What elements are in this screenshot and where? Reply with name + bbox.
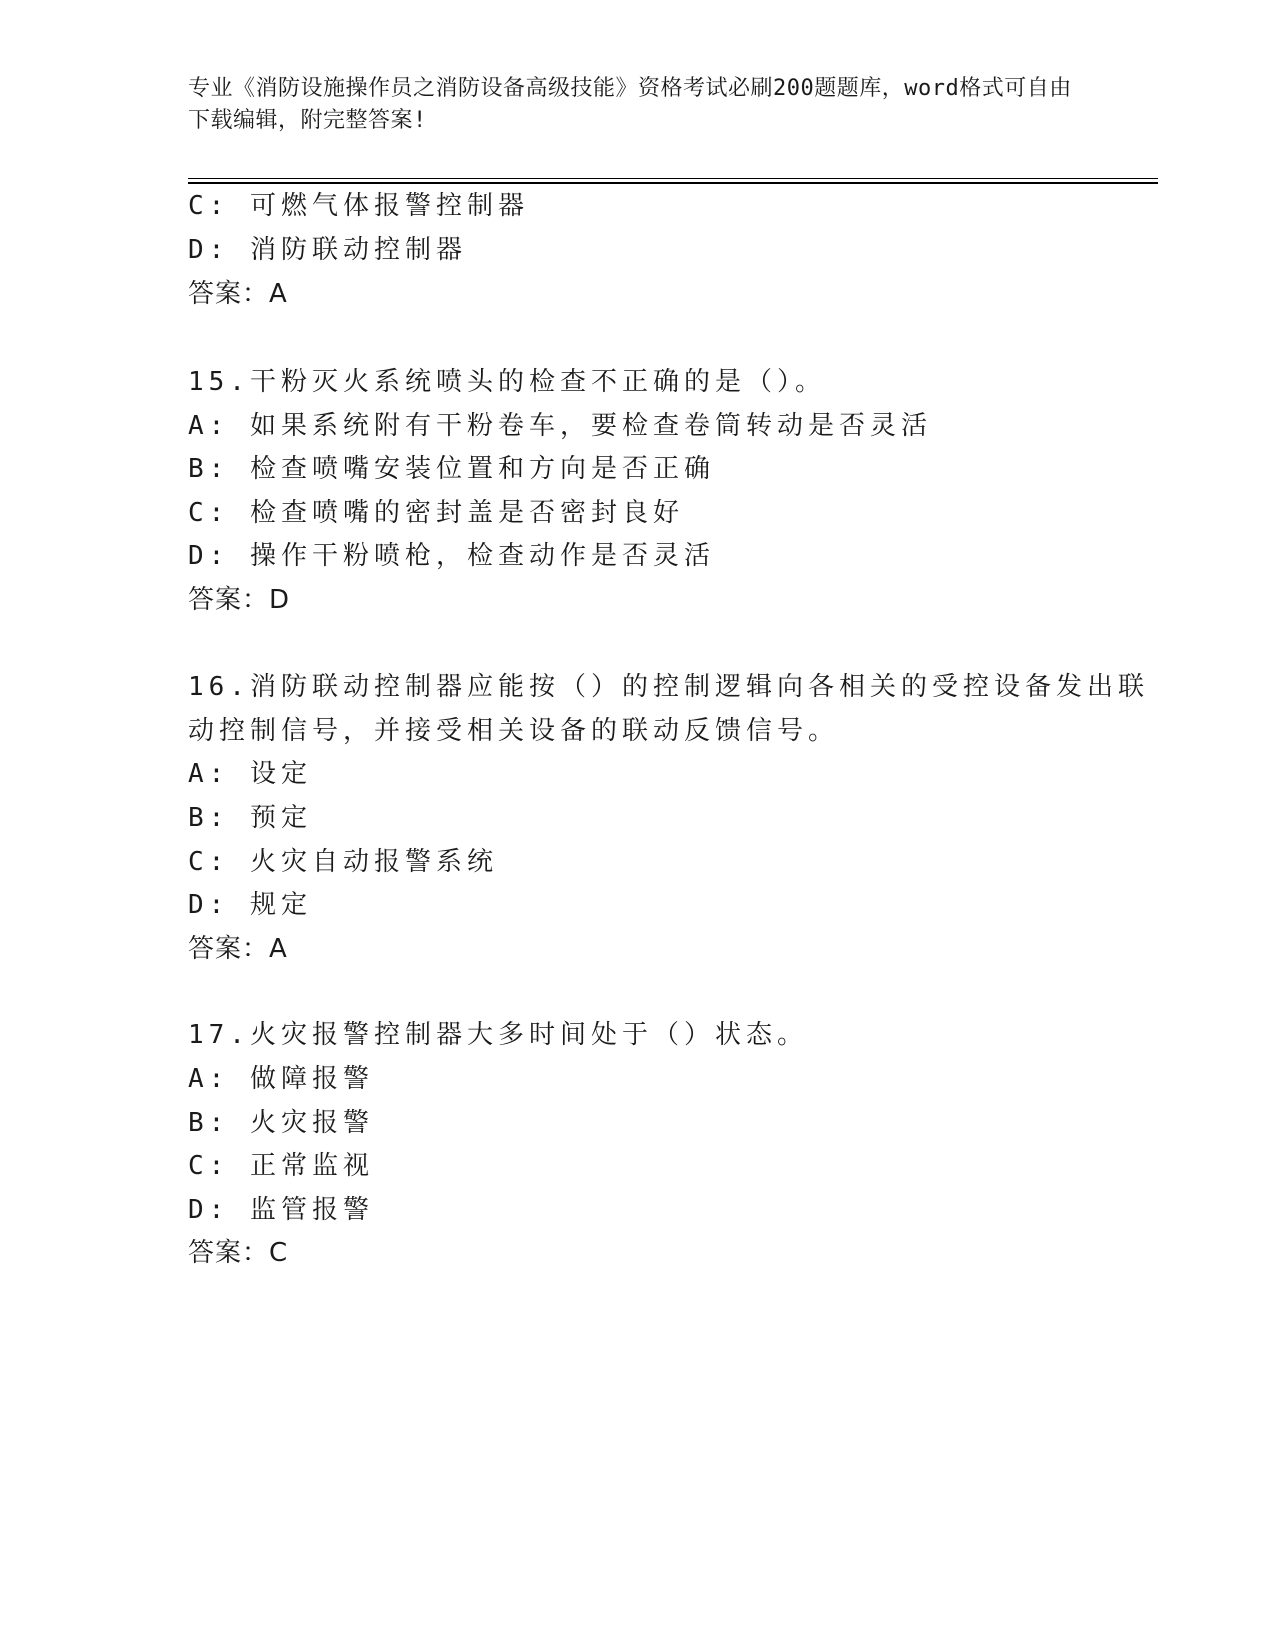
option-c: C: 可燃气体报警控制器 xyxy=(188,191,529,221)
option-d: D: 消防联动控制器 xyxy=(188,235,467,265)
option-c: C: 正常监视 xyxy=(188,1151,374,1181)
option-a: A: 如果系统附有干粉卷车，要检查卷筒转动是否灵活 xyxy=(188,411,932,441)
option-a: A: 设定 xyxy=(188,759,312,789)
answer-line: 答案：A xyxy=(188,934,288,964)
option-d: D: 规定 xyxy=(188,890,312,920)
option-b: B: 火灾报警 xyxy=(188,1108,374,1138)
answer-line: 答案：D xyxy=(188,585,291,615)
option-d: D: 监管报警 xyxy=(188,1195,374,1225)
option-c: C: 火灾自动报警系统 xyxy=(188,847,498,877)
option-b: B: 预定 xyxy=(188,803,312,833)
question-stem: 17.火灾报警控制器大多时间处于（）状态。 xyxy=(188,1020,808,1050)
option-d: D: 操作干粉喷枪，检查动作是否灵活 xyxy=(188,541,715,571)
question-stem: 16.消防联动控制器应能按（）的控制逻辑向各相关的受控设备发出联 xyxy=(188,672,1149,702)
option-a: A: 做障报警 xyxy=(188,1064,374,1094)
answer-line: 答案：A xyxy=(188,279,288,309)
question-stem: 15.干粉灭火系统喷头的检查不正确的是（）。 xyxy=(188,367,826,397)
header-divider-thick xyxy=(188,182,1158,184)
header-divider-thin xyxy=(188,178,1158,179)
question-stem-continued: 动控制信号，并接受相关设备的联动反馈信号。 xyxy=(188,716,840,746)
option-b: B: 检查喷嘴安装位置和方向是否正确 xyxy=(188,454,715,484)
answer-line: 答案：C xyxy=(188,1238,289,1268)
option-c: C: 检查喷嘴的密封盖是否密封良好 xyxy=(188,498,684,528)
document-header: 专业《消防设施操作员之消防设备高级技能》资格考试必刷200题题库，word格式可自由下载编辑，附完整答案! xyxy=(188,76,1072,133)
